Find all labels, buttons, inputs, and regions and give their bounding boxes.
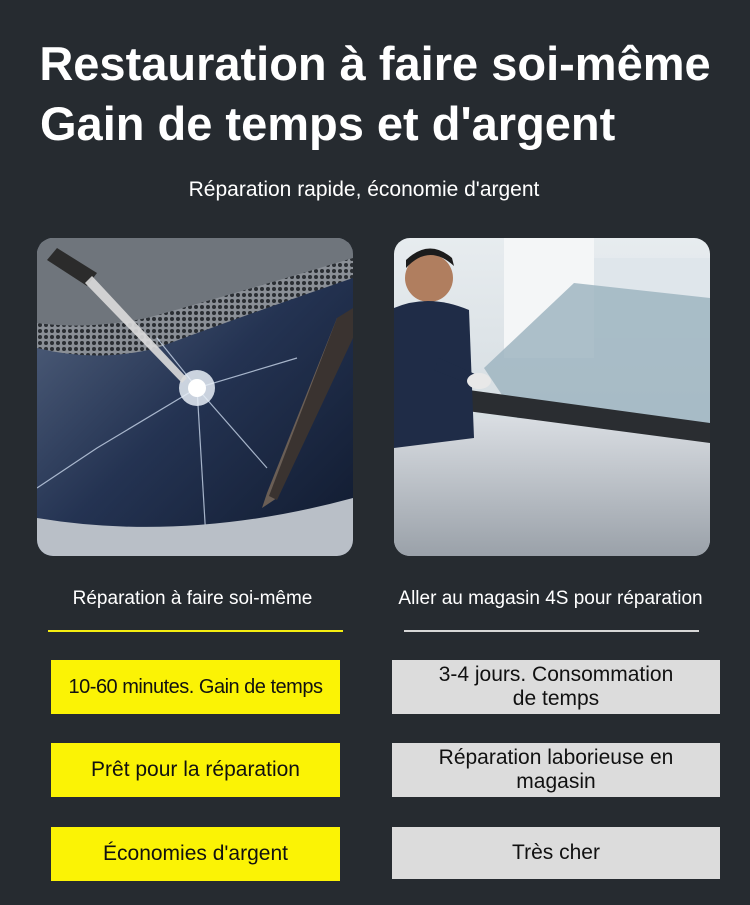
- store-drawback-labor: [392, 743, 720, 797]
- diy-benefit-savings-text: Économies d'argent: [103, 842, 288, 865]
- store-drawback-cost-text: Très cher: [512, 841, 600, 864]
- subtitle: Réparation rapide, économie d'argent: [188, 178, 540, 201]
- store-drawback-time: [392, 660, 720, 714]
- store-drawback-cost: [392, 827, 720, 879]
- diy-benefit-time-text: 10-60 minutes. Gain de temps: [68, 676, 323, 698]
- store-drawback-labor-text: Réparation laborieuse en magasin: [438, 746, 674, 793]
- diy-benefit-time: [51, 660, 340, 714]
- mechanic-at-car-photo: [394, 238, 710, 556]
- store-column-divider: [404, 630, 699, 632]
- diy-column-divider: [48, 630, 343, 632]
- store-drawback-time-text: 3-4 jours. Consommation de temps: [438, 663, 674, 710]
- diy-benefit-savings: [51, 827, 340, 881]
- diy-column-heading: Réparation à faire soi-même: [72, 588, 313, 609]
- page-title-line-2: Gain de temps et d'argent: [40, 97, 616, 150]
- cracked-windshield-photo: [37, 238, 353, 556]
- diy-benefit-ready-text: Prêt pour la réparation: [91, 758, 300, 781]
- store-column-heading: Aller au magasin 4S pour réparation: [398, 588, 703, 609]
- diy-benefit-ready: [51, 743, 340, 797]
- page-title-line-1: Restauration à faire soi-même: [39, 37, 711, 90]
